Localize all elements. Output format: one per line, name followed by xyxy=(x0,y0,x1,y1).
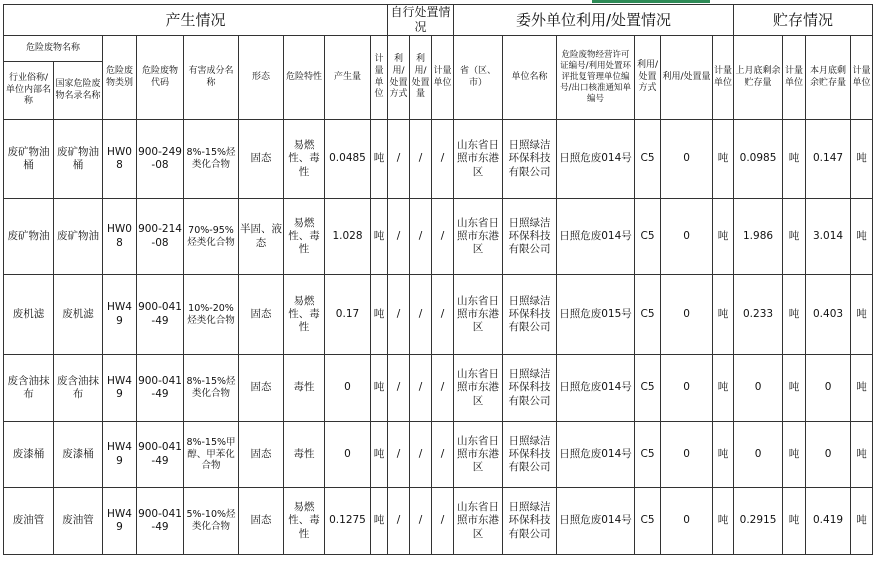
cell-company[interactable]: 日照绿洁环保科技有限公司 xyxy=(503,199,557,275)
cell-this-stock[interactable]: 3.014 xyxy=(806,199,851,275)
header-category: 危险废物类别 xyxy=(103,36,137,120)
cell-province[interactable]: 山东省日照市东港区 xyxy=(454,120,503,199)
data-rows xyxy=(4,120,873,555)
header-self-unit: 计量单位 xyxy=(432,36,454,120)
header-row-1 xyxy=(4,36,873,62)
cell-self-method[interactable]: / xyxy=(388,199,410,275)
section-storage: 贮存情况 xyxy=(734,5,873,36)
cell-unit[interactable]: 吨 xyxy=(371,120,388,199)
cell-hazard[interactable]: 易燃性、毒性 xyxy=(284,488,325,555)
cell-this-stock[interactable]: 0 xyxy=(806,422,851,488)
header-permit: 危险废物经营许可证编号/利用处置环评批复管理单位编号/出口核准通知单编号 xyxy=(557,36,635,120)
cell-company[interactable]: 日照绿洁环保科技有限公司 xyxy=(503,120,557,199)
cell-self-method[interactable]: / xyxy=(388,488,410,555)
cell-stock-unit[interactable]: 吨 xyxy=(783,275,806,355)
cell-self-unit[interactable]: / xyxy=(432,120,454,199)
cell-form[interactable]: 固态 xyxy=(239,422,284,488)
cell-industry-name[interactable]: 废机滤 xyxy=(4,275,54,355)
cell-unit[interactable]: 吨 xyxy=(371,275,388,355)
cell-out-unit[interactable]: 吨 xyxy=(713,120,734,199)
cell-hazard[interactable]: 毒性 xyxy=(284,422,325,488)
cell-stock-unit-2[interactable]: 吨 xyxy=(851,488,873,555)
cell-category[interactable]: HW08 xyxy=(103,199,137,275)
cell-out-amount[interactable]: 0 xyxy=(661,488,713,555)
cell-stock-unit-2[interactable]: 吨 xyxy=(851,275,873,355)
header-form: 形态 xyxy=(239,36,284,120)
header-industry-name: 行业俗称/单位内部名称 xyxy=(4,62,54,120)
cell-amount[interactable]: 0.17 xyxy=(325,275,371,355)
table-row xyxy=(4,275,873,355)
cell-self-unit[interactable]: / xyxy=(432,422,454,488)
cell-self-unit[interactable]: / xyxy=(432,355,454,422)
cell-components[interactable]: 8%-15%甲醇、甲苯化合物 xyxy=(184,422,239,488)
cell-stock-unit-2[interactable]: 吨 xyxy=(851,422,873,488)
cell-this-stock[interactable]: 0.147 xyxy=(806,120,851,199)
cell-stock-unit-2[interactable]: 吨 xyxy=(851,355,873,422)
cell-province[interactable]: 山东省日照市东港区 xyxy=(454,275,503,355)
header-company: 单位名称 xyxy=(503,36,557,120)
cell-self-amount[interactable]: / xyxy=(410,199,432,275)
header-last-month-stock: 上月底剩余贮存量 xyxy=(734,36,783,120)
header-stock-unit-2: 计量单位 xyxy=(851,36,873,120)
cell-permit[interactable]: 日照危废015号 xyxy=(557,275,635,355)
cell-permit[interactable]: 日照危废014号 xyxy=(557,355,635,422)
cell-amount[interactable]: 0.0485 xyxy=(325,120,371,199)
cell-self-unit[interactable]: / xyxy=(432,199,454,275)
cell-out-method[interactable]: C5 xyxy=(635,120,661,199)
cell-code[interactable]: 900-041-49 xyxy=(137,422,184,488)
header-unit: 计量单位 xyxy=(371,36,388,120)
cell-national-name[interactable]: 废含油抹布 xyxy=(54,355,103,422)
cell-last-stock[interactable]: 0 xyxy=(734,422,783,488)
cell-hazard[interactable]: 易燃性、毒性 xyxy=(284,199,325,275)
cell-components[interactable]: 8%-15%烃类化合物 xyxy=(184,120,239,199)
cell-components[interactable]: 70%-95%烃类化合物 xyxy=(184,199,239,275)
cell-category[interactable]: HW08 xyxy=(103,120,137,199)
header-self-method: 利用/处置方式 xyxy=(388,36,410,120)
cell-form[interactable]: 半固、液态 xyxy=(239,199,284,275)
cell-self-amount[interactable]: / xyxy=(410,355,432,422)
cell-province[interactable]: 山东省日照市东港区 xyxy=(454,355,503,422)
cell-out-unit[interactable]: 吨 xyxy=(713,488,734,555)
cell-form[interactable]: 固态 xyxy=(239,120,284,199)
header-production-amount: 产生量 xyxy=(325,36,371,120)
cell-company[interactable]: 日照绿洁环保科技有限公司 xyxy=(503,422,557,488)
header-code: 危险废物代码 xyxy=(137,36,184,120)
table-row xyxy=(4,488,873,555)
cell-unit[interactable]: 吨 xyxy=(371,422,388,488)
cell-hazard[interactable]: 易燃性、毒性 xyxy=(284,120,325,199)
cell-category[interactable]: HW49 xyxy=(103,275,137,355)
header-out-unit: 计量单位 xyxy=(713,36,734,120)
table-row xyxy=(4,422,873,488)
cell-industry-name[interactable]: 废油管 xyxy=(4,488,54,555)
cell-amount[interactable]: 0 xyxy=(325,422,371,488)
cell-code[interactable]: 900-041-49 xyxy=(137,488,184,555)
cell-last-stock[interactable]: 0.233 xyxy=(734,275,783,355)
cell-national-name[interactable]: 废漆桶 xyxy=(54,422,103,488)
cell-stock-unit[interactable]: 吨 xyxy=(783,199,806,275)
cell-unit[interactable]: 吨 xyxy=(371,355,388,422)
cell-out-method[interactable]: C5 xyxy=(635,199,661,275)
cell-self-method[interactable]: / xyxy=(388,275,410,355)
cell-form[interactable]: 固态 xyxy=(239,355,284,422)
cell-national-name[interactable]: 废矿物油 xyxy=(54,199,103,275)
cell-code[interactable]: 900-249-08 xyxy=(137,120,184,199)
cell-code[interactable]: 900-041-49 xyxy=(137,275,184,355)
cell-form[interactable]: 固态 xyxy=(239,275,284,355)
cell-code[interactable]: 900-214-08 xyxy=(137,199,184,275)
header-waste-name-group: 危险废物名称 xyxy=(4,36,103,62)
cell-components[interactable]: 10%-20%烃类化合物 xyxy=(184,275,239,355)
cell-last-stock[interactable]: 0.2915 xyxy=(734,488,783,555)
cell-this-stock[interactable]: 0.403 xyxy=(806,275,851,355)
cell-out-unit[interactable]: 吨 xyxy=(713,355,734,422)
cell-self-amount[interactable]: / xyxy=(410,120,432,199)
cell-industry-name[interactable]: 废漆桶 xyxy=(4,422,54,488)
cell-amount[interactable]: 1.028 xyxy=(325,199,371,275)
table-body xyxy=(4,5,873,120)
cell-this-stock[interactable]: 0 xyxy=(806,355,851,422)
cell-national-name[interactable]: 废矿物油桶 xyxy=(54,120,103,199)
cell-industry-name[interactable]: 废矿物油桶 xyxy=(4,120,54,199)
header-this-month-stock: 本月底剩余贮存量 xyxy=(806,36,851,120)
cell-out-unit[interactable]: 吨 xyxy=(713,422,734,488)
cell-out-method[interactable]: C5 xyxy=(635,275,661,355)
cell-category[interactable]: HW49 xyxy=(103,355,137,422)
cell-self-method[interactable]: / xyxy=(388,120,410,199)
cell-category[interactable]: HW49 xyxy=(103,422,137,488)
cell-national-name[interactable]: 废机滤 xyxy=(54,275,103,355)
section-outsourced: 委外单位利用/处置情况 xyxy=(454,5,734,36)
cell-components[interactable]: 8%-15%烃类化合物 xyxy=(184,355,239,422)
header-harmful-components: 有害成分名称 xyxy=(184,36,239,120)
cell-last-stock[interactable]: 0 xyxy=(734,355,783,422)
section-production: 产生情况 xyxy=(4,5,388,36)
cell-self-amount[interactable]: / xyxy=(410,422,432,488)
cell-industry-name[interactable]: 废含油抹布 xyxy=(4,355,54,422)
cell-hazard[interactable]: 毒性 xyxy=(284,355,325,422)
header-self-amount: 利用/处置量 xyxy=(410,36,432,120)
cell-out-amount[interactable]: 0 xyxy=(661,422,713,488)
cell-company[interactable]: 日照绿洁环保科技有限公司 xyxy=(503,355,557,422)
cell-unit[interactable]: 吨 xyxy=(371,199,388,275)
cell-last-stock[interactable]: 0.0985 xyxy=(734,120,783,199)
cell-permit[interactable]: 日照危废014号 xyxy=(557,422,635,488)
selected-column-indicator xyxy=(592,0,710,3)
cell-stock-unit[interactable]: 吨 xyxy=(783,488,806,555)
cell-form[interactable]: 固态 xyxy=(239,488,284,555)
hazardous-waste-table xyxy=(3,4,873,555)
cell-code[interactable]: 900-041-49 xyxy=(137,355,184,422)
cell-self-amount[interactable]: / xyxy=(410,488,432,555)
cell-stock-unit[interactable]: 吨 xyxy=(783,422,806,488)
cell-hazard[interactable]: 易燃性、毒性 xyxy=(284,275,325,355)
cell-permit[interactable]: 日照危废014号 xyxy=(557,488,635,555)
cell-last-stock[interactable]: 1.986 xyxy=(734,199,783,275)
cell-amount[interactable]: 0 xyxy=(325,355,371,422)
table-row xyxy=(4,120,873,199)
cell-company[interactable]: 日照绿洁环保科技有限公司 xyxy=(503,488,557,555)
section-header-row xyxy=(4,5,873,36)
cell-province[interactable]: 山东省日照市东港区 xyxy=(454,422,503,488)
table-row xyxy=(4,199,873,275)
cell-national-name[interactable]: 废油管 xyxy=(54,488,103,555)
cell-unit[interactable]: 吨 xyxy=(371,488,388,555)
cell-amount[interactable]: 0.1275 xyxy=(325,488,371,555)
cell-out-method[interactable]: C5 xyxy=(635,422,661,488)
cell-out-method[interactable]: C5 xyxy=(635,355,661,422)
cell-self-amount[interactable]: / xyxy=(410,275,432,355)
cell-out-amount[interactable]: 0 xyxy=(661,199,713,275)
cell-out-method[interactable]: C5 xyxy=(635,488,661,555)
header-province: 省（区、市） xyxy=(454,36,503,120)
cell-self-method[interactable]: / xyxy=(388,422,410,488)
cell-province[interactable]: 山东省日照市东港区 xyxy=(454,199,503,275)
cell-out-unit[interactable]: 吨 xyxy=(713,275,734,355)
cell-stock-unit-2[interactable]: 吨 xyxy=(851,120,873,199)
cell-stock-unit[interactable]: 吨 xyxy=(783,120,806,199)
cell-out-unit[interactable]: 吨 xyxy=(713,199,734,275)
cell-out-amount[interactable]: 0 xyxy=(661,120,713,199)
header-out-amount: 利用/处置量 xyxy=(661,36,713,120)
cell-company[interactable]: 日照绿洁环保科技有限公司 xyxy=(503,275,557,355)
table-row xyxy=(4,355,873,422)
header-hazard-property: 危险特性 xyxy=(284,36,325,120)
cell-self-unit[interactable]: / xyxy=(432,275,454,355)
cell-permit[interactable]: 日照危废014号 xyxy=(557,120,635,199)
header-out-method: 利用/处置方式 xyxy=(635,36,661,120)
cell-self-method[interactable]: / xyxy=(388,355,410,422)
cell-permit[interactable]: 日照危废014号 xyxy=(557,199,635,275)
cell-province[interactable]: 山东省日照市东港区 xyxy=(454,488,503,555)
cell-out-amount[interactable]: 0 xyxy=(661,275,713,355)
cell-stock-unit-2[interactable]: 吨 xyxy=(851,199,873,275)
cell-components[interactable]: 5%-10%烃类化合物 xyxy=(184,488,239,555)
cell-industry-name[interactable]: 废矿物油 xyxy=(4,199,54,275)
cell-this-stock[interactable]: 0.419 xyxy=(806,488,851,555)
header-stock-unit: 计量单位 xyxy=(783,36,806,120)
cell-out-amount[interactable]: 0 xyxy=(661,355,713,422)
cell-self-unit[interactable]: / xyxy=(432,488,454,555)
section-self-disposal: 自行处置情况 xyxy=(388,5,454,36)
cell-stock-unit[interactable]: 吨 xyxy=(783,355,806,422)
header-national-name: 国家危险废物名录名称 xyxy=(54,62,103,120)
cell-category[interactable]: HW49 xyxy=(103,488,137,555)
